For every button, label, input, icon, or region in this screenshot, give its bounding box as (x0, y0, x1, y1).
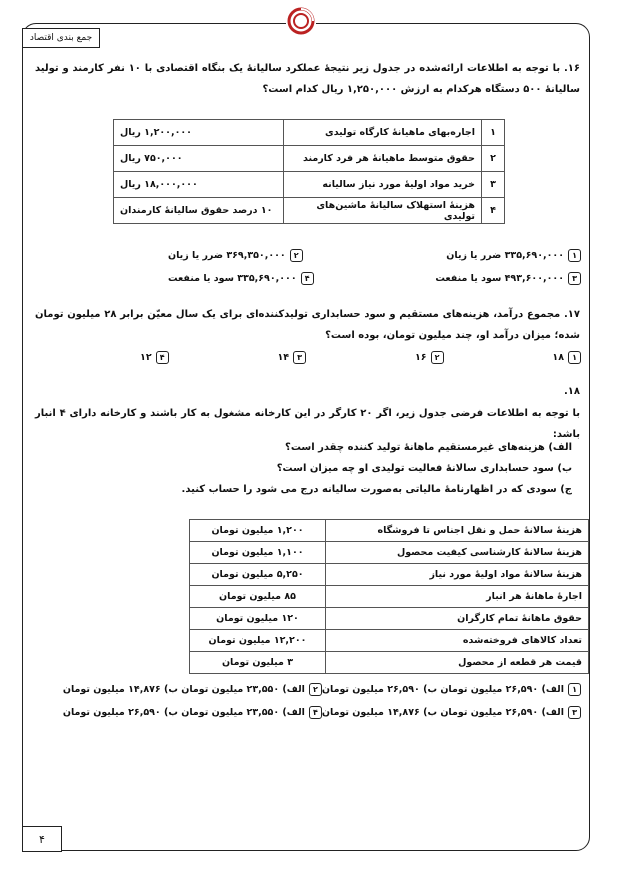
row-value: ۷۵۰,۰۰۰ ریال (114, 146, 284, 172)
q18-options-row1 (62, 683, 581, 696)
table-row (190, 586, 589, 608)
q17-option-3[interactable] (277, 351, 306, 364)
q16-option-3[interactable] (435, 272, 581, 285)
question-16-text: ۱۶. با توجه به اطلاعات ارائه‌شده در جدول زیر نتیجهٔ عملکرد سالیانهٔ یک بنگاه اقتصادی با ۱۰ نفر کارمند و تولید سالیانهٔ ۵۰۰ دستگاه هرکدام به ارزش ۱,۲۵۰,۰۰۰ ریال کدام است؟ (35, 63, 580, 95)
option-text: الف) ۲۳,۵۵۰ میلیون تومان ب) ۲۶,۵۹۰ میلیون تومان (62, 707, 305, 718)
table-row (114, 172, 505, 198)
row-value: ۵,۲۵۰ میلیون تومان (190, 564, 326, 586)
table-row (190, 542, 589, 564)
option-number: ۲ (431, 351, 444, 364)
q17-option-2[interactable] (415, 351, 444, 364)
row-value: ۱,۲۰۰ میلیون تومان (190, 520, 326, 542)
table-row (190, 652, 589, 674)
question-18-table (189, 519, 589, 674)
table-row (190, 564, 589, 586)
option-number: ۳ (568, 706, 581, 719)
table-row (190, 608, 589, 630)
table-row (190, 520, 589, 542)
option-number: ۴ (309, 706, 322, 719)
option-number: ۲ (290, 249, 303, 262)
option-text: ۱۲ (140, 352, 152, 363)
row-value: ۱,۱۰۰ میلیون تومان (190, 542, 326, 564)
row-value: ۱۲۰ میلیون تومان (190, 608, 326, 630)
row-value: ۸۵ میلیون تومان (190, 586, 326, 608)
q16-option-2[interactable] (168, 249, 303, 262)
logo-icon (286, 6, 316, 36)
row-number: ۲ (482, 146, 505, 172)
option-text: الف) ۲۶,۵۹۰ میلیون تومان ب) ۱۴,۸۷۶ میلیون تومان (321, 707, 564, 718)
row-number: ۳ (482, 172, 505, 198)
option-number: ۳ (293, 351, 306, 364)
question-18-text: با توجه به اطلاعات فرضی جدول زیر، اگر ۲۰ کارگر در این کارخانه مشغول به کار باشند و کارخانه دارای ۴ انبار باشد: (35, 408, 580, 440)
option-text: ۱۶ (414, 352, 427, 363)
q16-options-row2 (168, 272, 581, 285)
question-18-part-b: ب) سود حسابداری سالانهٔ فعالیت تولیدی او چه میزان است؟ (276, 463, 572, 474)
option-number: ۳ (568, 272, 581, 285)
q17-option-4[interactable] (140, 351, 169, 364)
q17-option-1[interactable] (552, 351, 581, 364)
table-row (190, 630, 589, 652)
q16-option-4[interactable] (168, 272, 314, 285)
row-value: ۱,۲۰۰,۰۰۰ ریال (114, 120, 284, 146)
row-item: هزینهٔ سالانهٔ کارشناسی کیفیت محصول (326, 542, 589, 564)
option-number: ۱ (568, 351, 581, 364)
row-value: ۱۸,۰۰۰,۰۰۰ ریال (114, 172, 284, 198)
table-row (114, 146, 505, 172)
option-text: ۱۴ (277, 352, 290, 363)
row-item: خرید مواد اولیهٔ مورد نیاز سالیانه (284, 172, 482, 198)
row-item: هزینهٔ استهلاک سالیانهٔ ماشین‌های تولیدی (284, 198, 482, 224)
option-number: ۲ (309, 683, 322, 696)
option-text: ۳۶۹,۳۵۰,۰۰۰ ضرر یا زیان (168, 250, 286, 261)
row-item: حقوق متوسط ماهیانهٔ هر فرد کارمند (284, 146, 482, 172)
row-value: ۱۰ درصد حقوق سالیانهٔ کارمندان (114, 198, 284, 224)
question-17-text: ۱۷. مجموع درآمد، هزینه‌های مستقیم و سود حسابداری تولیدکننده‌ای برای یک سال معیّن برابر ۲۸ میلیون تومان شده؛ میزان درآمد او، چند میلیون تومان، بوده است؟ (35, 309, 580, 341)
q16-options-row1 (168, 249, 581, 262)
row-item: هزینهٔ سالانهٔ حمل و نقل اجناس تا فروشگاه (326, 520, 589, 542)
row-value: ۱۲,۲۰۰ میلیون تومان (190, 630, 326, 652)
row-item: اجاره‌بهای ماهیانهٔ کارگاه تولیدی (284, 120, 482, 146)
question-18-number: ۱۸. (563, 386, 580, 397)
row-number: ۴ (482, 198, 505, 224)
q18-option-4[interactable] (63, 706, 322, 719)
page-number: ۴ (22, 826, 62, 852)
option-text: ۱۸ (552, 352, 564, 363)
option-text: الف) ۲۶,۵۹۰ میلیون تومان ب) ۲۶,۵۹۰ میلیون تومان (321, 684, 564, 695)
option-number: ۱ (568, 683, 581, 696)
option-text: ۴۹۳,۶۰۰,۰۰۰ سود یا منفعت (435, 273, 564, 284)
row-item: هزینهٔ سالانهٔ مواد اولیهٔ مورد نیاز (326, 564, 589, 586)
question-16-table (113, 119, 505, 224)
option-number: ۴ (301, 272, 314, 285)
table-row (114, 120, 505, 146)
question-18-part-c: ج) سودی که در اظهارنامهٔ مالیاتی به‌صورت سالیانه درج می شود را حساب کنید. (181, 484, 572, 495)
q18-option-3[interactable] (322, 706, 581, 719)
row-item: تعداد کالاهای فروخته‌شده (326, 630, 589, 652)
table-row (114, 198, 505, 224)
q17-options (140, 351, 581, 364)
row-value: ۳ میلیون تومان (190, 652, 326, 674)
book-title: جمع بندی اقتصاد (22, 28, 100, 48)
option-text: ۳۳۵,۶۹۰,۰۰۰ ضرر یا زیان (446, 250, 564, 261)
option-text: ۳۳۵,۶۹۰,۰۰۰ سود یا منفعت (168, 273, 297, 284)
option-number: ۱ (568, 249, 581, 262)
option-number: ۴ (156, 351, 169, 364)
row-item: اجارهٔ ماهانهٔ هر انبار (326, 586, 589, 608)
q16-option-1[interactable] (446, 249, 581, 262)
option-text: الف) ۲۳,۵۵۰ میلیون تومان ب) ۱۴,۸۷۶ میلیون تومان (62, 684, 305, 695)
question-18-part-a: الف) هزینه‌های غیرمستقیم ماهانهٔ تولید کننده چقدر است؟ (285, 442, 572, 453)
row-number: ۱ (482, 120, 505, 146)
row-item: قیمت هر قطعه از محصول (326, 652, 589, 674)
q18-option-1[interactable] (322, 683, 581, 696)
q18-options-row2 (62, 706, 581, 719)
q18-option-2[interactable] (63, 683, 322, 696)
row-item: حقوق ماهانهٔ تمام کارگران (326, 608, 589, 630)
